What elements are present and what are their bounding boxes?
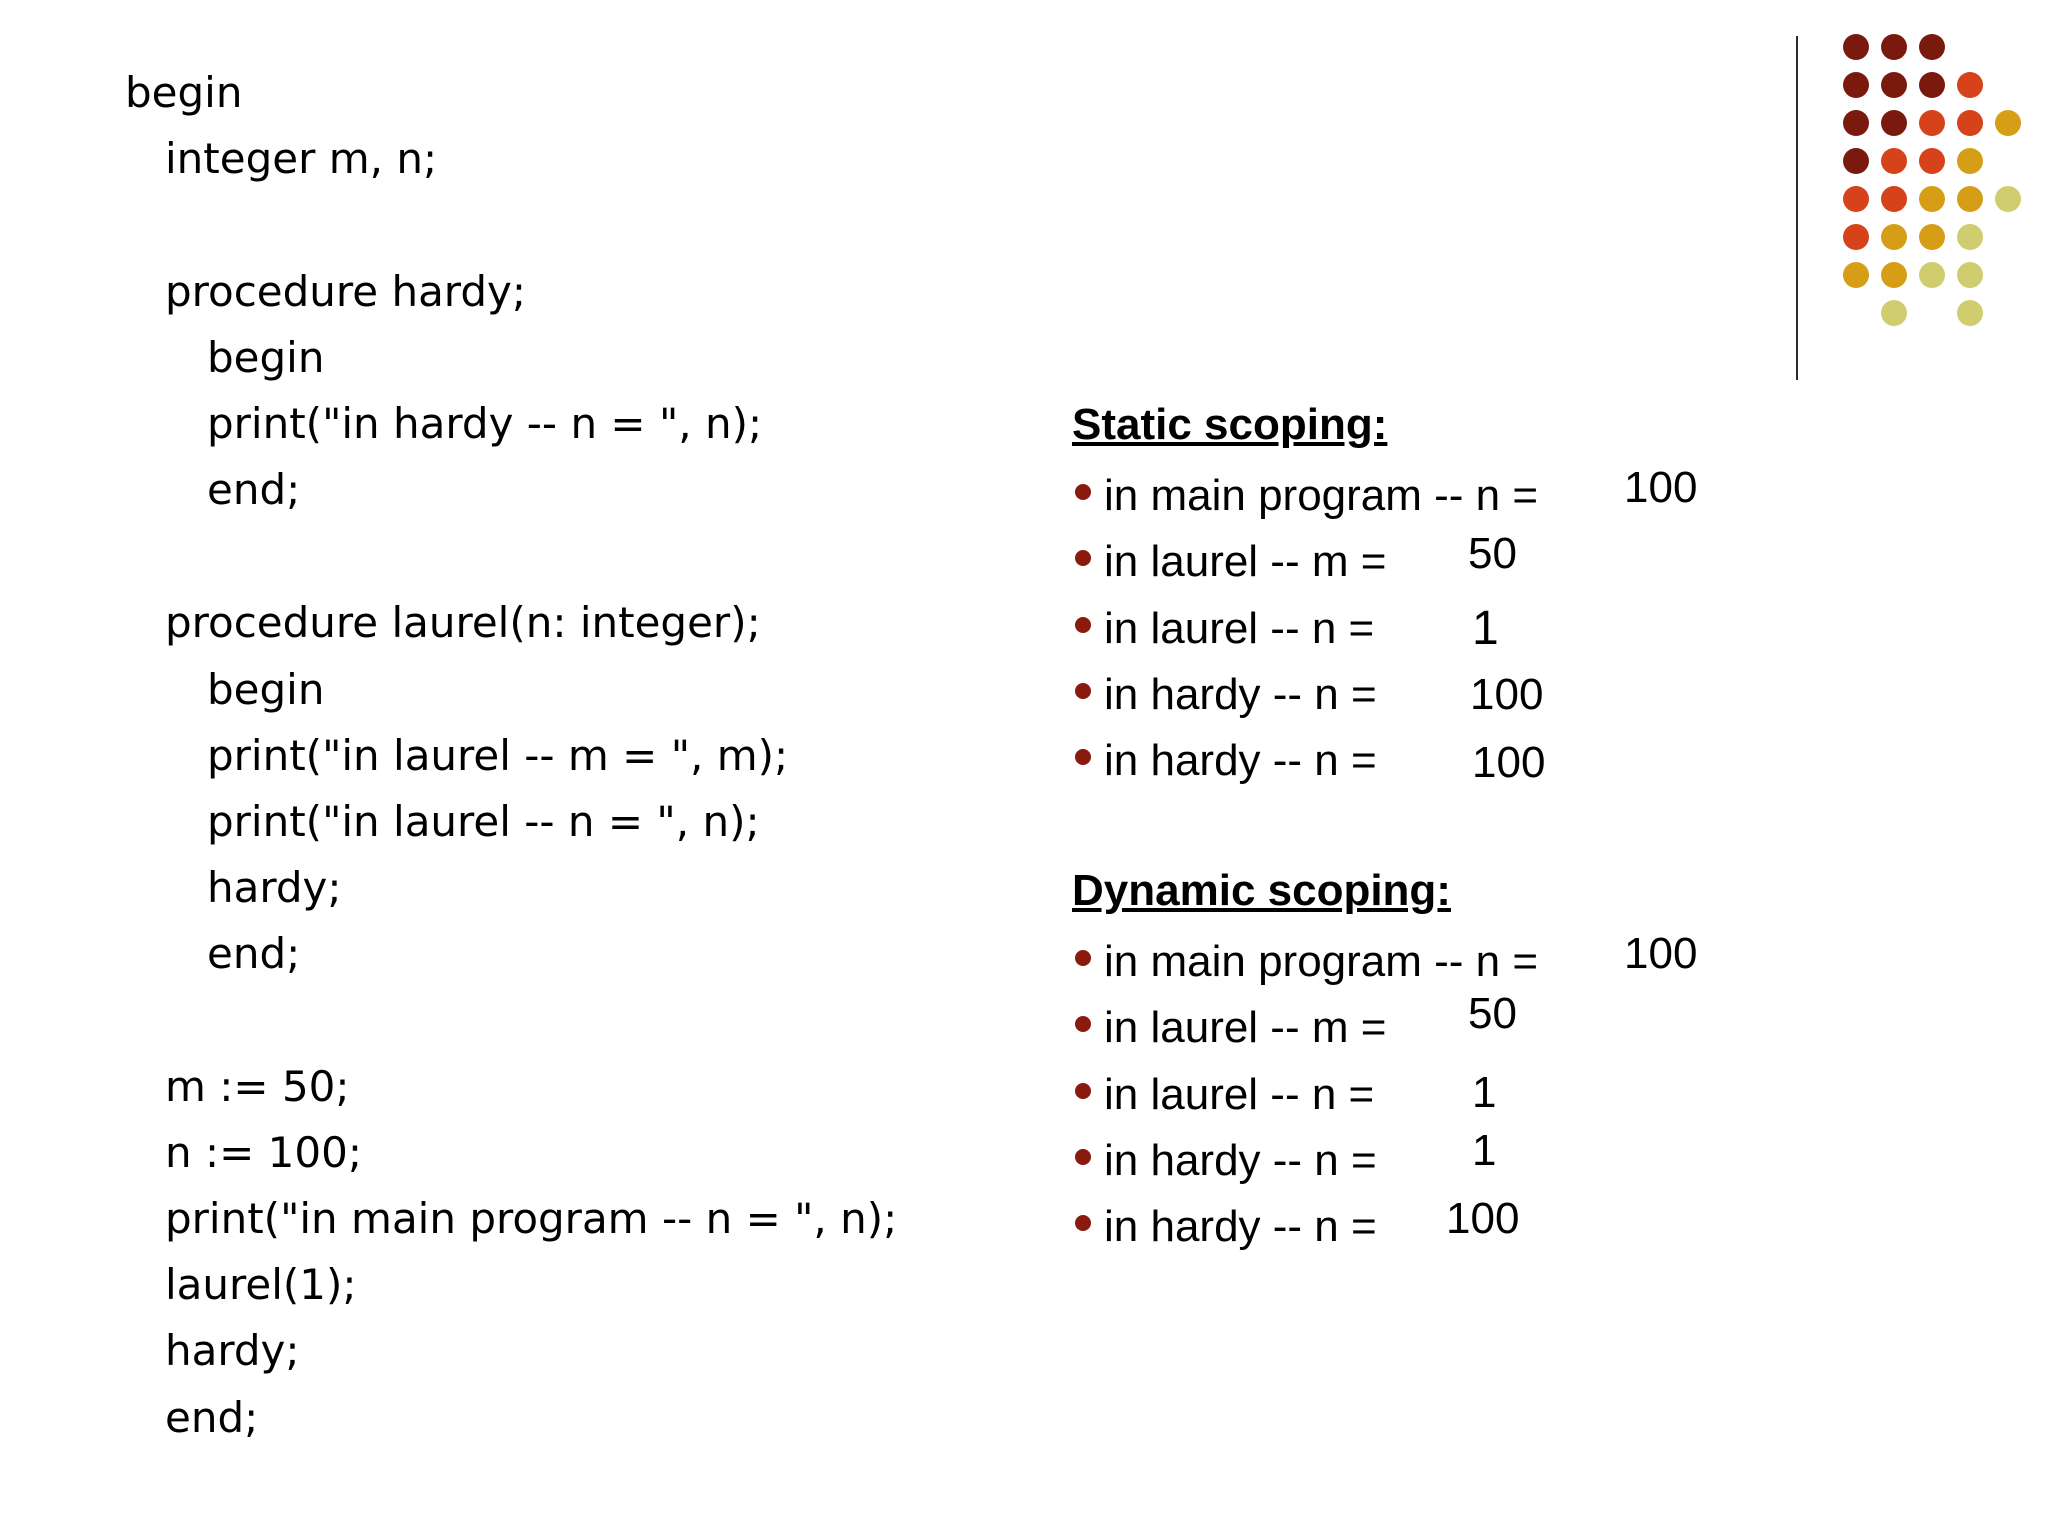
code-line: print("in laurel -- m = ", m); [207, 731, 789, 780]
code-line: begin [207, 333, 325, 382]
code-line: begin [125, 68, 243, 117]
code-line: laurel(1); [165, 1260, 357, 1309]
result-row [1072, 989, 1772, 1062]
code-line: end; [207, 465, 301, 514]
decor-dot [1843, 72, 1869, 98]
result-row [1072, 929, 1772, 996]
result-value: 1 [1472, 1068, 1497, 1117]
result-label: in main program -- n = [1104, 937, 1539, 986]
result-value: 50 [1468, 989, 1517, 1038]
decor-dot [1881, 34, 1907, 60]
bullet-icon [1075, 1016, 1091, 1032]
decor-dot [1843, 262, 1869, 288]
decor-dot [1843, 34, 1869, 60]
bullet-icon [1075, 484, 1091, 500]
decor-dot [1957, 300, 1983, 326]
bullet-icon [1075, 749, 1091, 765]
result-label: in laurel -- n = [1104, 604, 1375, 653]
code-line: procedure hardy; [165, 267, 526, 316]
result-row [1072, 1194, 1772, 1261]
static-scoping-heading: Static scoping: [1072, 400, 1388, 449]
decor-dot [1919, 186, 1945, 212]
code-line: print("in laurel -- n = ", n); [207, 797, 760, 846]
result-label: in hardy -- n = [1104, 1202, 1377, 1251]
decor-dot [1919, 34, 1945, 60]
decor-dot [1843, 224, 1869, 250]
result-row [1072, 603, 1772, 663]
decor-dot [1957, 72, 1983, 98]
result-label: in laurel -- m = [1104, 1003, 1387, 1052]
bullet-icon [1075, 1215, 1091, 1231]
result-row [1072, 1126, 1772, 1195]
result-label: in main program -- n = [1104, 471, 1539, 520]
result-value: 100 [1472, 738, 1546, 787]
code-line: print("in hardy -- n = ", n); [207, 399, 763, 448]
dynamic-scoping-heading: Dynamic scoping: [1072, 866, 1451, 915]
bullet-icon [1075, 1149, 1091, 1165]
result-label: in laurel -- n = [1104, 1070, 1375, 1119]
result-value: 100 [1446, 1194, 1520, 1243]
code-line: hardy; [165, 1326, 300, 1375]
result-value: 1 [1472, 602, 1499, 655]
code-line: procedure laurel(n: integer); [165, 598, 761, 647]
result-value: 1 [1472, 1126, 1497, 1175]
bullet-icon [1075, 950, 1091, 966]
code-line: m := 50; [165, 1062, 350, 1111]
result-row [1072, 735, 1772, 795]
code-line: print("in main program -- n = ", n); [165, 1194, 898, 1243]
decor-dot [1957, 110, 1983, 136]
result-label: in hardy -- n = [1104, 1136, 1377, 1185]
code-line: end; [207, 929, 301, 978]
result-label: in hardy -- n = [1104, 670, 1377, 719]
code-line: hardy; [207, 863, 342, 912]
result-value: 100 [1624, 463, 1698, 512]
result-value: 50 [1468, 529, 1517, 578]
decor-dot [1881, 110, 1907, 136]
decor-dot [1995, 110, 2021, 136]
decor-dot [1881, 224, 1907, 250]
decor-dot [1881, 72, 1907, 98]
decor-dot [1957, 224, 1983, 250]
result-row [1072, 529, 1772, 596]
decorative-dot-grid [0, 0, 2048, 340]
result-value: 100 [1624, 929, 1698, 978]
decor-dot [1919, 110, 1945, 136]
result-row [1072, 463, 1772, 530]
code-line: end; [165, 1393, 259, 1442]
bullet-icon [1075, 617, 1091, 633]
result-label: in laurel -- m = [1104, 537, 1387, 586]
decor-dot [1957, 148, 1983, 174]
decor-dot [1881, 186, 1907, 212]
result-value: 100 [1470, 670, 1544, 719]
code-line: n := 100; [165, 1128, 362, 1177]
decor-dot [1957, 186, 1983, 212]
result-row [1072, 1069, 1772, 1129]
decor-dot [1843, 110, 1869, 136]
decor-dot [1881, 262, 1907, 288]
code-line: integer m, n; [165, 134, 438, 183]
decor-dot [1843, 148, 1869, 174]
result-label: in hardy -- n = [1104, 736, 1377, 785]
result-row [1072, 669, 1772, 729]
bullet-icon [1075, 683, 1091, 699]
decor-dot [1919, 262, 1945, 288]
bullet-icon [1075, 550, 1091, 566]
decor-dot [1957, 262, 1983, 288]
vertical-divider [1796, 36, 1798, 380]
decor-dot [1995, 186, 2021, 212]
decor-dot [1919, 224, 1945, 250]
decor-dot [1843, 186, 1869, 212]
bullet-icon [1075, 1083, 1091, 1099]
code-line: begin [207, 665, 325, 714]
decor-dot [1919, 72, 1945, 98]
decor-dot [1919, 148, 1945, 174]
decor-dot [1881, 148, 1907, 174]
decor-dot [1881, 300, 1907, 326]
